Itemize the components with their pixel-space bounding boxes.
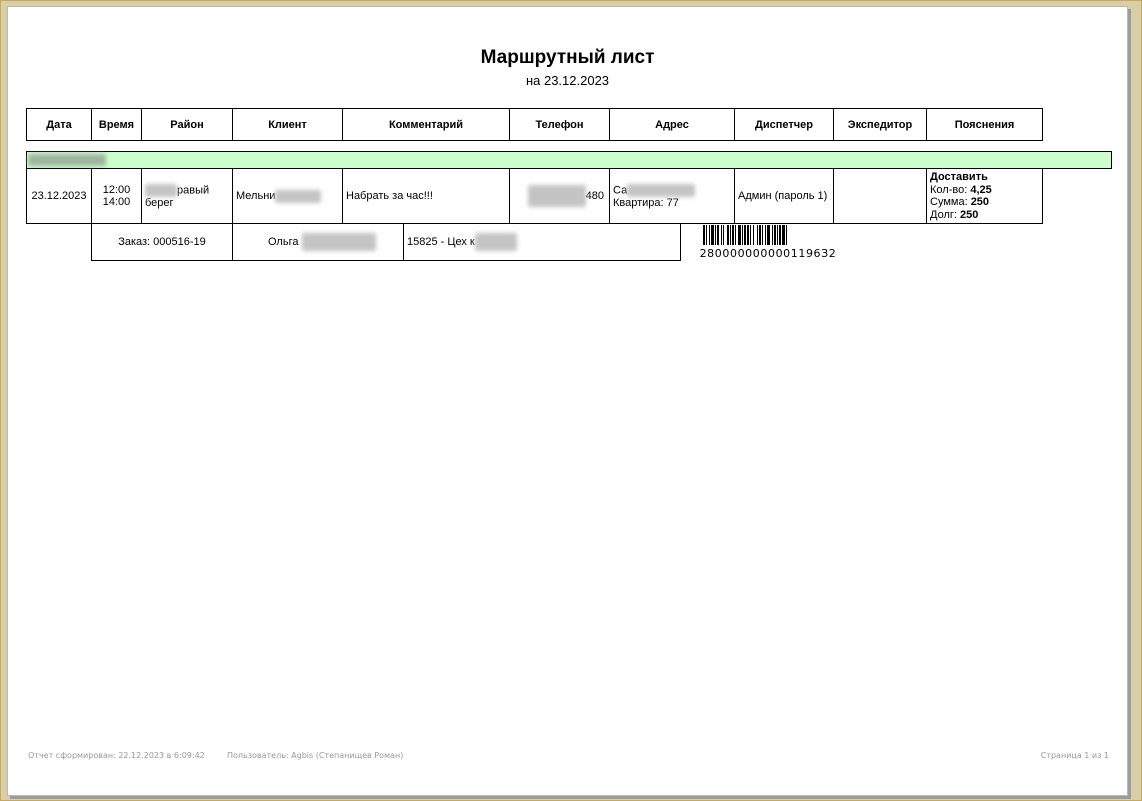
- redacted-district: [145, 184, 177, 197]
- barcode-bar: [727, 225, 729, 245]
- redacted-address: [627, 184, 695, 197]
- time-from: 12:00: [102, 184, 131, 196]
- barcode-bar: [717, 225, 719, 245]
- barcode-bar: [767, 225, 770, 245]
- redacted-shop: [475, 233, 517, 251]
- cell-comment: Набрать за час!!!: [342, 168, 510, 224]
- notes-title: Доставить: [930, 171, 988, 183]
- cell-shop: [403, 223, 681, 261]
- barcode-number: 2800000000001196З2: [699, 247, 837, 260]
- barcode-bar: [732, 225, 734, 245]
- barcode-bar: [750, 225, 751, 245]
- col-header-time: Время: [91, 108, 142, 141]
- col-header-date: Дата: [26, 108, 92, 141]
- cell-notes: [926, 168, 1043, 224]
- cell-order: Заказ: 000516-19: [91, 223, 233, 261]
- col-header-phone: Телефон: [509, 108, 610, 141]
- cell-client: [232, 168, 343, 224]
- barcode-bar: [757, 225, 758, 245]
- client-prefix: Мельни: [236, 190, 276, 202]
- barcode-bar: [709, 225, 710, 245]
- col-header-comment: Комментарий: [342, 108, 510, 141]
- barcode-bar: [782, 225, 785, 245]
- barcode-bar: [735, 225, 736, 245]
- barcode-bar: [730, 225, 731, 245]
- sum-label: Сумма:: [930, 196, 968, 208]
- barcode-bar: [706, 225, 707, 245]
- col-header-district: Район: [141, 108, 233, 141]
- col-header-expeditor: Экспедитор: [833, 108, 927, 141]
- barcode-bar: [744, 225, 746, 245]
- report-title: Маршрутный лист: [480, 47, 655, 68]
- contact-name: Ольга: [268, 236, 299, 248]
- barcode-bar: [753, 225, 754, 245]
- address-prefix: Са: [613, 183, 628, 196]
- barcode-bar: [742, 225, 743, 245]
- barcode: [703, 225, 831, 245]
- cell-dispatcher: Админ (пароль 1): [734, 168, 834, 224]
- barcode-bar: [774, 225, 776, 245]
- barcode-bar: [762, 225, 763, 245]
- report-page: [7, 6, 1128, 796]
- col-header-client: Клиент: [232, 108, 343, 141]
- cell-district: [141, 168, 233, 224]
- qty-value: 4,25: [970, 183, 992, 196]
- barcode-bar: [786, 225, 787, 245]
- district-line2: берег: [145, 196, 174, 209]
- address-apartment: Квартира: 77: [613, 196, 679, 209]
- col-header-address: Адрес: [609, 108, 735, 141]
- debt-value: 250: [960, 208, 979, 221]
- barcode-bar: [777, 225, 778, 245]
- barcode-bar: [765, 225, 766, 245]
- barcode-bar: [703, 225, 705, 245]
- sum-value: 250: [970, 196, 990, 208]
- debt-label: Долг:: [930, 208, 957, 221]
- barcode-bar: [772, 225, 773, 245]
- barcode-bar: [759, 225, 761, 245]
- redacted-phone: [528, 185, 586, 207]
- report-date: на 23.12.2023: [525, 73, 610, 88]
- barcode-bar: [711, 225, 714, 245]
- footer-user: Пользователь: Agbis (Степанищев Роман): [227, 751, 404, 760]
- cell-date: 23.12.2023: [26, 168, 92, 224]
- time-to: 14:00: [102, 196, 131, 208]
- barcode-bar: [747, 225, 749, 245]
- redacted-contact: [302, 233, 376, 251]
- redacted-client: [275, 190, 321, 203]
- group-row: [26, 151, 1112, 169]
- cell-time: [91, 168, 142, 224]
- district-suffix: равый: [177, 183, 210, 196]
- barcode-bar: [715, 225, 716, 245]
- footer-page: Страница 1 из 1: [1040, 751, 1109, 760]
- cell-contact: [232, 223, 404, 261]
- col-header-notes: Пояснения: [926, 108, 1043, 141]
- shop-prefix: 15825 - Цех к: [407, 236, 475, 248]
- redacted-group-name: [28, 154, 106, 166]
- footer-generated: Отчет сформирован: 22.12.2023 в 6:09:42: [28, 751, 205, 760]
- phone-suffix: 480: [585, 190, 604, 202]
- cell-expeditor: [833, 168, 927, 224]
- barcode-bar: [721, 225, 722, 245]
- barcode-bar: [723, 225, 724, 245]
- cell-phone: [509, 168, 610, 224]
- col-header-dispatcher: Диспетчер: [734, 108, 834, 141]
- barcode-bar: [779, 225, 781, 245]
- barcode-bar: [738, 225, 741, 245]
- cell-address: [609, 168, 735, 224]
- qty-label: Кол-во:: [930, 183, 968, 196]
